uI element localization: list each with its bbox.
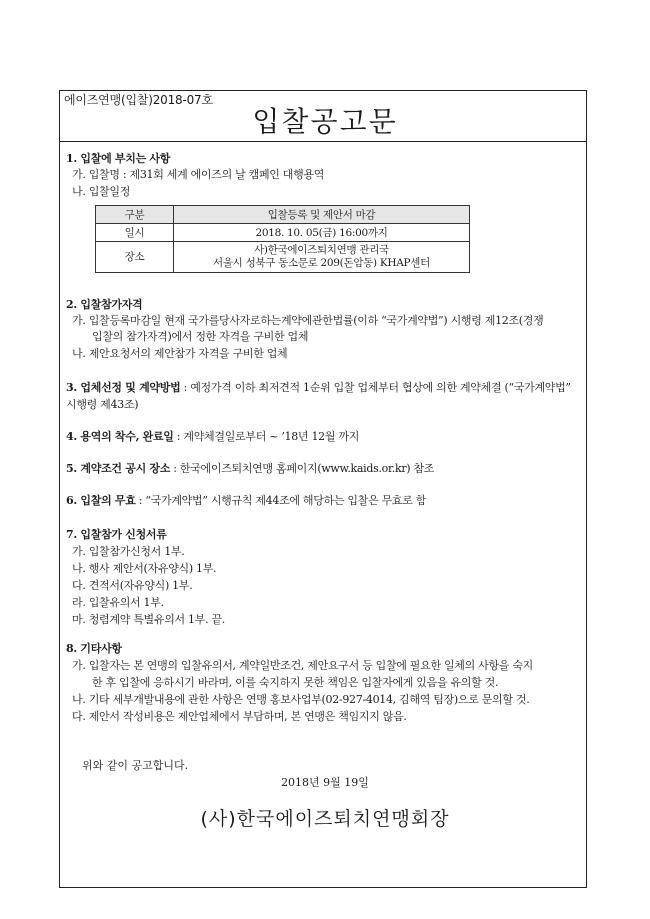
section-4 [66,429,581,444]
schedule-place-line1: 사)한국에이즈퇴치연맹 관리국 [254,244,389,256]
section-8-item-c: 다. 제안서 작성비용은 제안업체에서 부담하며, 본 연맹은 책임지지 않음. [72,710,407,723]
section-8-item-b: 나. 기타 세부개발내용에 관한 사항은 연맹 홍보사업부(02-927-4014, 김해역 팀장)으로 문의할 것. [72,693,530,706]
section-4-text: : 계약체결일로부터 ~ ’18년 12월 까지 [173,430,360,443]
section-7-item: 라. 입찰유의서 1부. [72,596,164,609]
section-5-heading: 5. 계약조건 공시 장소 [66,462,171,475]
section-8-item-a: 가. 입찰자는 본 연맹의 입찰유의서, 계약일반조건, 제안요구서 등 입찰에 필요한 일체의 사항을 숙지 [72,659,533,672]
schedule-datetime-label: 일시 [96,224,174,242]
page-title: 입찰공고문 [252,105,398,138]
schedule-place-line2: 서울시 성북구 동소문로 209(돈암동) KHAP센터 [213,257,430,269]
title-divider [59,141,587,142]
section-1-heading: 1. 입찰에 부치는 사항 [66,152,171,165]
section-3 [66,379,581,413]
section-6-text: : “국가계약법” 시행규칙 제44조에 해당하는 입찰은 무효로 함 [135,494,427,507]
section-7-item: 다. 견적서(자유양식) 1부. [72,579,193,592]
section-1-item-a: 가. 입찰명 : 제31회 세계 에이즈의 날 캠페인 대행용역 [72,168,325,181]
schedule-header-category: 구분 [96,206,174,224]
section-5-text: : 한국에이즈퇴치연맹 홈페이지(www.kaids.or.kr) 참조 [170,462,435,475]
schedule-row-place [96,242,470,273]
schedule-header-content: 입찰등록 및 제안서 마감 [174,206,470,224]
section-2-heading: 2. 입찰참가자격 [66,298,143,311]
section-7-item: 마. 청렴계약 특별유의서 1부. 끝. [72,613,225,626]
section-4-heading: 4. 용역의 착수, 완료일 [66,430,174,443]
schedule-place-label: 장소 [96,242,174,273]
schedule-place-value [174,242,470,273]
schedule-datetime-value: 2018. 10. 05(금) 16:00까지 [174,224,470,242]
section-3-heading: 3. 업체선정 및 계약방법 [66,381,181,394]
section-7-item: 가. 입찰참가신청서 1부. [72,545,185,558]
section-5 [66,461,581,476]
announcement-date: 2018년 9월 19일 [281,776,369,789]
section-3-text: : 예정가격 이하 최저견적 1순위 입찰 업체부터 협상에 의한 계약체결 (“국가계약법” 시행령 제43조) [66,381,571,411]
schedule-row-datetime [96,224,470,242]
section-2-item-a: 가. 입찰등록마감일 현재 국가를당사자로하는계약에관한법률(이하 “국가계약법”) 시행령 제12조(경쟁 [72,314,544,327]
section-6-heading: 6. 입찰의 무효 [66,494,136,507]
schedule-header-row [96,206,470,224]
section-1-item-b: 나. 입찰일정 [72,185,131,198]
section-7-heading: 7. 입찰참가 신청서류 [66,528,167,541]
section-2-item-b: 나. 제안요청서의 제안참가 자격을 구비한 업체 [72,347,288,360]
closing-statement: 위와 같이 공고합니다. [82,759,189,772]
section-6 [66,493,581,508]
section-8-item-a-cont: 한 후 입찰에 응하시기 바라며, 이를 숙지하지 못한 책임은 입찰자에게 있음을 유의할 것. [92,676,499,689]
document-number: 에이즈연맹(입찰)2018-07호 [64,93,213,107]
section-2-item-a-cont: 입찰의 참가자격)에서 정한 자격을 구비한 업체 [92,330,309,343]
section-8-heading: 8. 기타사항 [66,642,122,655]
signer-name: (사)한국에이즈퇴치연맹회장 [200,808,450,830]
schedule-table [95,205,470,273]
section-7-item: 나. 행사 제안서(자유양식) 1부. [72,562,217,575]
